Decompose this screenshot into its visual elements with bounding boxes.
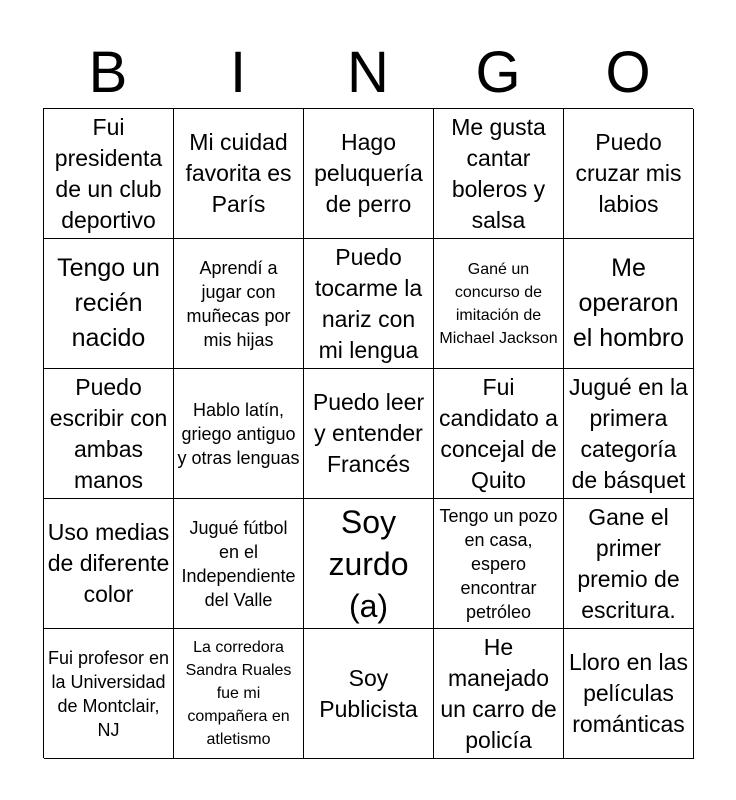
cell-text: Tengo un recién nacido <box>57 254 160 352</box>
bingo-cell[interactable] <box>304 629 434 759</box>
header-letter-g: G <box>475 40 521 105</box>
cell-text: Lloro en las películas románticas <box>569 649 688 737</box>
cell-text: Gane el primer premio de escritura. <box>577 503 680 623</box>
bingo-cell[interactable] <box>174 369 304 499</box>
bingo-cell[interactable] <box>564 629 694 759</box>
bingo-cell[interactable] <box>434 239 564 369</box>
cell-text: He manejado un carro de policía <box>440 633 557 753</box>
bingo-cell[interactable] <box>304 239 434 369</box>
cell-text: Soy Publicista <box>319 664 418 722</box>
header-letter-i: I <box>229 40 247 105</box>
bingo-header <box>43 38 693 108</box>
cell-text: Hago peluquería de perro <box>314 129 423 217</box>
cell-text: Fui candidato a concejal de Quito <box>439 373 558 493</box>
cell-text: Hablo latín, griego antiguo y otras lenguas <box>177 399 300 468</box>
bingo-cell[interactable] <box>44 369 174 499</box>
bingo-cell[interactable] <box>434 499 564 629</box>
cell-text: Me gusta cantar boleros y salsa <box>451 113 546 233</box>
bingo-cell[interactable] <box>304 499 434 629</box>
cell-text: Gané un concurso de imitación de Michael Jackson <box>439 260 558 347</box>
bingo-board <box>43 108 693 758</box>
header-letter-n: N <box>347 40 389 105</box>
cell-text: Puedo tocarme la nariz con mi lengua <box>314 243 423 363</box>
cell-text: Uso medias de diferente color <box>47 519 170 607</box>
cell-text: La corredora Sandra Ruales fue mi compañera en atletismo <box>185 639 292 748</box>
bingo-cell[interactable] <box>44 239 174 369</box>
bingo-cell[interactable] <box>174 239 304 369</box>
bingo-cell[interactable] <box>174 109 304 239</box>
bingo-cell[interactable] <box>174 499 304 629</box>
bingo-cell[interactable] <box>304 369 434 499</box>
cell-text: Puedo escribir con ambas manos <box>49 373 168 493</box>
cell-text: Fui presidenta de un club deportivo <box>54 113 163 233</box>
cell-text: Me operaron el hombro <box>572 254 685 352</box>
bingo-cell[interactable] <box>564 239 694 369</box>
header-letter-o: O <box>605 40 651 105</box>
bingo-cell[interactable] <box>564 499 694 629</box>
bingo-cell[interactable] <box>174 629 304 759</box>
cell-text: Jugué fútbol en el Independiente del Valle <box>181 517 296 610</box>
bingo-cell[interactable] <box>434 109 564 239</box>
bingo-cell[interactable] <box>304 109 434 239</box>
header-letter-b: B <box>88 40 128 105</box>
cell-text: Puedo cruzar mis labios <box>575 129 682 217</box>
cell-text: Puedo leer y entender Francés <box>312 389 425 477</box>
bingo-cell[interactable] <box>564 109 694 239</box>
cell-text: Mi cuidad favorita es París <box>185 129 292 217</box>
cell-text: Aprendí a jugar con muñecas por mis hijas <box>186 257 291 350</box>
bingo-cell[interactable] <box>44 499 174 629</box>
cell-text: Soy zurdo (a) <box>328 503 409 624</box>
cell-text: Tengo un pozo en casa, espero encontrar petróleo <box>439 505 558 622</box>
cell-text: Fui profesor en la Universidad de Montclair, NJ <box>47 647 170 740</box>
bingo-cell[interactable] <box>44 109 174 239</box>
bingo-cell[interactable] <box>434 629 564 759</box>
bingo-cell[interactable] <box>434 369 564 499</box>
bingo-cell[interactable] <box>564 369 694 499</box>
bingo-cell[interactable] <box>44 629 174 759</box>
cell-text: Jugué en la primera categoría de básquet <box>569 373 688 493</box>
